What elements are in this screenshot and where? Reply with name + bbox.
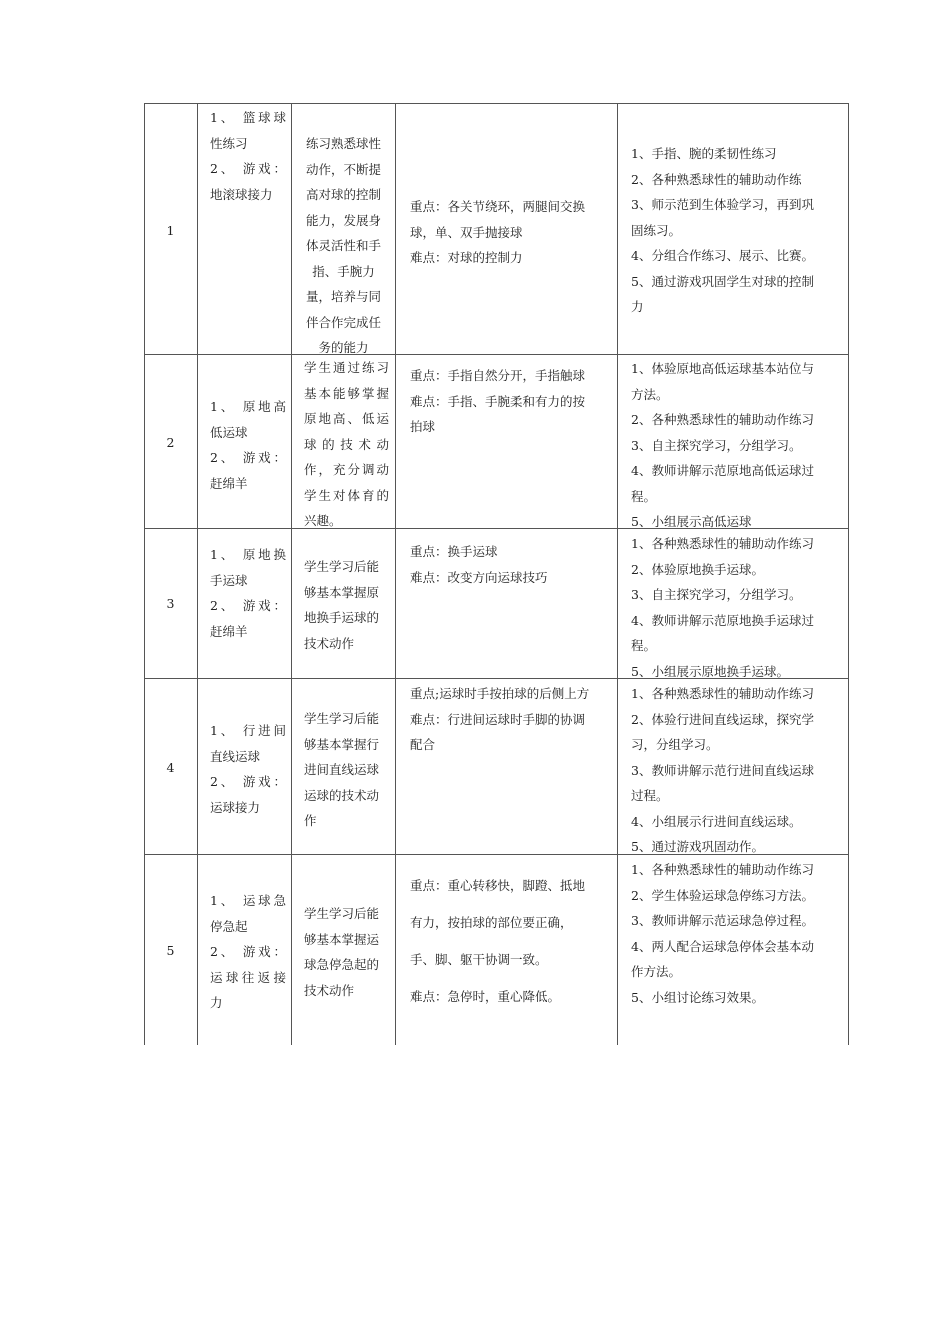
text-line: 4、教师讲解示范原地高低运球过 [631, 463, 814, 478]
row-number: 5 [166, 943, 175, 958]
text-line: 赶绵羊 [210, 623, 248, 639]
text-line: 基本能够掌握 [304, 385, 389, 401]
text-line: 5、小组讨论练习效果。 [631, 989, 764, 1005]
lesson-goal [304, 706, 390, 834]
text-line: 技术动作 [304, 982, 355, 998]
text-line: 5、通过游戏巩固动作。 [631, 839, 764, 854]
text-line: 兴趣。 [304, 513, 342, 528]
text-line: 体灵活性和手 [305, 238, 381, 253]
text-line: 作方法。 [631, 964, 682, 979]
text-line: 指、手腕力 [312, 263, 375, 279]
text-line: 4、两人配合运球急停体会基本动 [631, 938, 814, 954]
text-line: 重点：换手运球 [410, 544, 498, 559]
text-line: 4、分组合作练习、展示、比赛。 [631, 248, 814, 263]
text-line: 难点：对球的控制力 [410, 250, 523, 265]
text-line: 2、各种熟悉球性的辅助动作练习 [631, 412, 814, 427]
text-line: 难点：手指、手腕柔和有力的按 [410, 393, 586, 409]
text-line: 1、 篮球球 [210, 110, 286, 125]
text-line: 5、小组展示高低运球 [631, 514, 752, 529]
text-line: 1、 原地高 [210, 399, 286, 414]
text-line: 学生通过练习 [304, 360, 389, 375]
lesson-content [210, 394, 286, 496]
lesson-content [210, 542, 286, 644]
key-and-difficult-points [410, 363, 610, 440]
text-line: 1、 行进间 [210, 723, 286, 738]
text-line: 手运球 [210, 572, 248, 588]
text-line: 运球接力 [210, 799, 261, 815]
teaching-methods [631, 531, 843, 684]
teaching-methods [631, 356, 843, 535]
text-line: 1、各种熟悉球性的辅助动作练习 [631, 862, 814, 877]
lesson-content [210, 105, 286, 207]
lesson-goal [304, 901, 390, 1003]
teaching-methods [631, 857, 843, 1010]
text-line: 球急停急起的 [304, 957, 380, 972]
text-line: 2、体验原地换手运球。 [631, 561, 764, 577]
text-line: 赶绵羊 [210, 475, 248, 491]
text-line: 难点：急停时，重心降低。 [410, 989, 561, 1004]
text-line: 1、各种熟悉球性的辅助动作练习 [631, 536, 814, 551]
text-line: 1、手指、腕的柔韧性练习 [631, 146, 777, 161]
text-line: 力 [631, 299, 644, 314]
text-line: 2、 游戏： [210, 450, 286, 465]
table-border-top [144, 103, 849, 104]
text-line: 有力，按拍球的部位要正确， [410, 915, 573, 930]
text-line: 2、学生体验运球急停练习方法。 [631, 887, 814, 903]
text-line: 4、小组展示行进间直线运球。 [631, 813, 802, 829]
column-divider [291, 103, 292, 1045]
text-line: 1、 原地换 [210, 547, 286, 562]
text-line: 能力，发展身 [305, 212, 381, 228]
lesson-goal [304, 554, 390, 656]
text-line: 3、教师讲解示范行进间直线运球 [631, 762, 814, 778]
text-line: 球，单、双手抛接球 [410, 224, 523, 240]
text-line: 3、自主探究学习，分组学习。 [631, 587, 802, 602]
text-line: 2、 游戏： [210, 944, 286, 959]
text-line: 程。 [631, 488, 657, 504]
text-line: 球的技术动 [304, 436, 389, 452]
lesson-plan-table [144, 103, 849, 1045]
text-line: 够基本掌握行 [304, 736, 380, 752]
text-line: 程。 [631, 638, 657, 653]
text-line: 习，分组学习。 [631, 737, 719, 752]
text-line: 学生学习后能 [304, 559, 380, 574]
text-line: 作，充分调动 [304, 462, 389, 477]
text-line: 作 [304, 813, 317, 828]
text-line: 5、小组展示原地换手运球。 [631, 663, 789, 679]
row-number: 3 [166, 596, 175, 611]
text-line: 学生对体育的 [304, 487, 389, 503]
text-line: 1、 运球急 [210, 893, 286, 908]
lesson-content [210, 718, 286, 820]
key-and-difficult-points [410, 194, 610, 271]
text-line: 够基本掌握运 [304, 931, 380, 947]
key-and-difficult-points [410, 681, 616, 758]
text-line: 停急起 [210, 918, 248, 934]
text-line: 伴合作完成任 [305, 314, 381, 330]
text-line: 2、 游戏： [210, 598, 286, 613]
text-line: 重点：手指自然分开，手指触球 [410, 368, 586, 383]
text-line: 配合 [410, 737, 436, 752]
text-line: 务的能力 [318, 340, 369, 355]
text-line: 地换手运球的 [304, 610, 380, 625]
lesson-goal [301, 131, 386, 361]
lesson-goal [304, 355, 389, 534]
text-line: 低运球 [210, 424, 248, 440]
text-line: 学生学习后能 [304, 711, 380, 726]
key-and-difficult-points [410, 539, 610, 590]
key-and-difficult-points [410, 867, 610, 1015]
text-line: 重点：重心转移快，脚蹬、抵地 [410, 878, 586, 893]
text-line: 动作，不断提 [305, 161, 381, 177]
text-line: 运球往返接 [210, 969, 286, 985]
text-line: 2、 游戏： [210, 774, 286, 789]
text-line: 性练习 [210, 135, 248, 151]
text-line: 重点：各关节绕环，两腿间交换 [410, 199, 586, 214]
text-line: 4、教师讲解示范原地换手运球过 [631, 612, 814, 628]
text-line: 进间直线运球 [304, 762, 380, 777]
text-line: 1、各种熟悉球性的辅助动作练习 [631, 686, 814, 701]
text-line: 力 [210, 995, 223, 1010]
column-divider [617, 103, 618, 1045]
text-line: 1、体验原地高低运球基本站位与 [631, 361, 814, 376]
text-line: 地滚球接力 [210, 186, 273, 202]
text-line: 够基本掌握原 [304, 584, 380, 600]
text-line: 练习熟悉球性 [305, 136, 381, 151]
text-line: 2、 游戏： [210, 161, 286, 176]
text-line: 2、体验行进间直线运球，探究学 [631, 711, 814, 727]
text-line: 学生学习后能 [304, 906, 380, 921]
column-divider [395, 103, 396, 1045]
text-line: 2、各种熟悉球性的辅助动作练 [631, 171, 802, 187]
row-number: 4 [166, 760, 175, 775]
text-line: 拍球 [410, 419, 436, 434]
text-line: 过程。 [631, 788, 669, 803]
column-divider [197, 103, 198, 1045]
table-border-left [144, 103, 145, 1045]
text-line: 量，培养与同 [305, 289, 381, 304]
text-line: 运球的技术动 [304, 787, 380, 803]
text-line: 手、脚、躯干协调一致。 [410, 952, 548, 967]
text-line: 5、通过游戏巩固学生对球的控制 [631, 273, 814, 289]
row-number: 1 [166, 223, 175, 238]
text-line: 高对球的控制 [305, 187, 381, 202]
text-line: 直线运球 [210, 748, 261, 764]
text-line: 原地高、低运 [304, 411, 389, 426]
lesson-content [210, 888, 286, 1016]
text-line: 技术动作 [304, 635, 355, 651]
row-number: 2 [166, 435, 175, 450]
text-line: 方法。 [631, 386, 669, 402]
text-line: 难点：行进间运球时手脚的协调 [410, 711, 586, 727]
table-border-right [848, 103, 849, 1045]
text-line: 3、师示范到生体验学习，再到巩 [631, 197, 814, 212]
teaching-methods [631, 681, 843, 860]
text-line: 3、自主探究学习，分组学习。 [631, 437, 802, 453]
row-divider [144, 354, 849, 355]
text-line: 重点;运球时手按拍球的后侧上方 [410, 686, 590, 701]
text-line: 固练习。 [631, 222, 682, 238]
teaching-methods [631, 141, 843, 320]
text-line: 难点：改变方向运球技巧 [410, 569, 548, 585]
text-line: 3、教师讲解示范运球急停过程。 [631, 913, 814, 928]
